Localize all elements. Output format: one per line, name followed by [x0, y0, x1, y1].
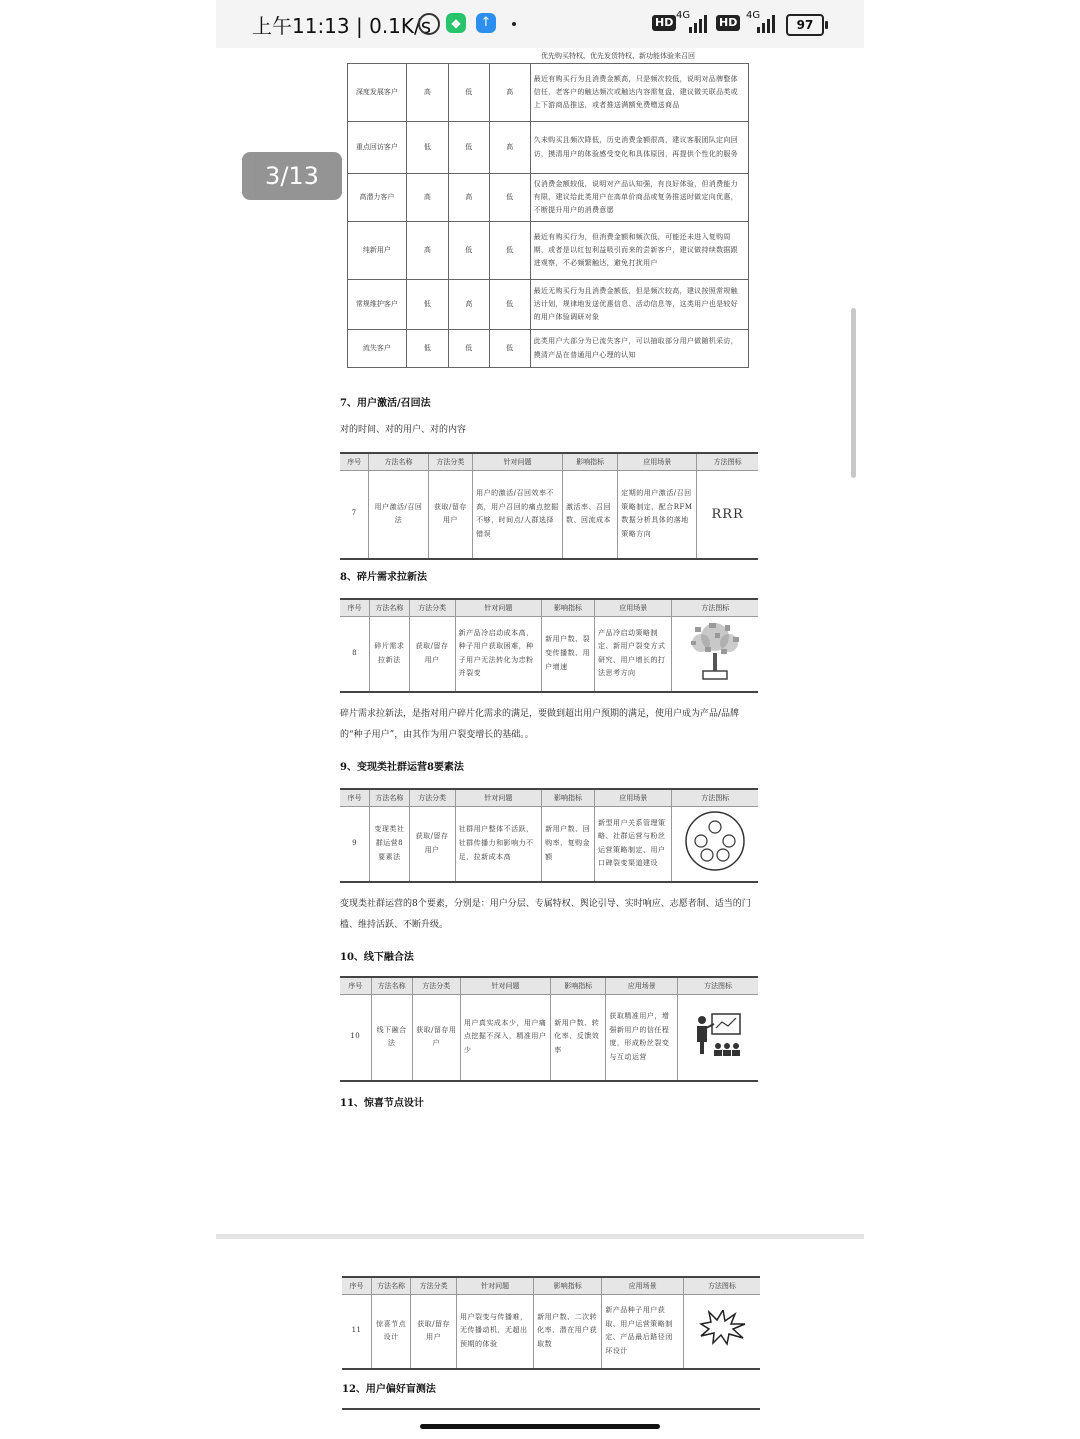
- hd-badge-icon: HD: [716, 15, 740, 31]
- segment-row: [348, 122, 749, 174]
- column-header: 针对问题: [460, 977, 550, 995]
- table-12-top-rule: [342, 1408, 760, 1410]
- column-header: 应用场景: [594, 789, 672, 807]
- status-bar: [216, 0, 864, 48]
- upload-app-icon: ↑: [476, 13, 496, 33]
- column-header: 方法名称: [372, 1277, 411, 1295]
- segment-cell-desc: 久未购买且频次降低，历史消费金额很高，建议客服团队定向回访，摸清用户的体验感受变化和具体原因，再提供个性化的服务: [530, 122, 748, 174]
- segment-cell-name: 深度发展客户: [348, 64, 407, 122]
- scrollbar-thumb[interactable]: [851, 308, 856, 478]
- tree-cloud-icon: [672, 617, 758, 692]
- network-type-label: 4G: [676, 10, 691, 21]
- segment-cell-desc: 仅消费金额较低，说明对产品认知强，有良好体验，但消费能力有限，建议给此类用户在高单价商品或复务推送时做定向优惠，不断提升用户的消费意愿: [530, 174, 748, 222]
- battery-icon: 97: [786, 14, 824, 36]
- row-metric: 新用户数、裂变传播数、用户增速: [542, 617, 595, 692]
- shield-app-icon: ◆: [446, 13, 466, 33]
- row-metric: 激活率、召回数、回流成本: [563, 471, 618, 559]
- segment-cell-m: 高: [489, 64, 530, 122]
- teacher-board-icon: [678, 995, 758, 1081]
- column-header: 方法名称: [369, 453, 429, 471]
- segment-cell-name: 常规维护客户: [348, 280, 407, 330]
- segment-cell-f: 低: [448, 330, 489, 368]
- rrr-icon: RRR: [697, 471, 758, 559]
- column-header: 方法图标: [672, 789, 758, 807]
- segment-cell-r: 低: [406, 122, 448, 174]
- column-header: 序号: [340, 789, 370, 807]
- section-7-heading: 7、用户激活/召回法: [340, 398, 431, 409]
- row-scene: 产品冷启动策略制定、新用户裂变方式研究、用户增长的打法思考方向: [594, 617, 672, 692]
- segment-cell-r: 低: [406, 330, 448, 368]
- row-problem: 用户真实成本少，用户痛点挖掘不深入，精准用户少: [460, 995, 550, 1081]
- row-no: 8: [340, 617, 370, 692]
- segment-cell-name: 纯新用户: [348, 222, 407, 280]
- row-problem: 用户的激活/召回效率不高，用户召回的痛点挖掘不够，时间点/人群选择错误: [473, 471, 563, 559]
- column-header: 针对问题: [455, 599, 542, 617]
- method-table-10: [340, 976, 758, 1082]
- segment-cell-desc: 此类用户大部分为已流失客户，可以抽取部分用户做随机采访，摸清产品在普通用户心理的认知: [530, 330, 748, 368]
- column-header: 影响指标: [563, 453, 618, 471]
- community-faces-icon: [672, 807, 758, 882]
- segment-cell-m: 低: [489, 222, 530, 280]
- signal-bars-icon: [688, 15, 708, 33]
- column-header: 针对问题: [473, 453, 563, 471]
- section-10-heading: 10、线下融合法: [340, 952, 414, 963]
- network-type-label: 4G: [746, 10, 761, 21]
- column-header: 应用场景: [594, 599, 672, 617]
- segment-cell-name: 重点回访客户: [348, 122, 407, 174]
- segment-row: [348, 330, 749, 368]
- row-scene: 定期的用户激活/召回策略制定，配合RFM数据分析具体的落地策略方向: [618, 471, 697, 559]
- segment-top-note: 优先购买特权、优先发货特权、新功能体验来召回: [541, 52, 695, 60]
- segment-cell-r: 高: [406, 222, 448, 280]
- section-8-heading: 8、碎片需求拉新法: [340, 572, 427, 583]
- column-header: 方法图标: [683, 1277, 760, 1295]
- segment-cell-m: 高: [489, 122, 530, 174]
- segment-cell-name: 流失客户: [348, 330, 407, 368]
- row-no: 11: [342, 1295, 372, 1369]
- row-category: 获取/留存用户: [409, 617, 455, 692]
- segment-cell-r: 高: [406, 174, 448, 222]
- column-header: 方法分类: [412, 977, 460, 995]
- signal-bars-icon: [756, 15, 776, 33]
- section-9-heading: 9、变现类社群运营8要素法: [340, 762, 464, 773]
- segment-cell-f: 高: [448, 174, 489, 222]
- hd-badge-icon: HD: [652, 15, 676, 31]
- row-problem: 新产品冷启动成本高，种子用户获取困难，种子用户无法转化为忠粉并裂变: [455, 617, 542, 692]
- segment-cell-f: 低: [448, 64, 489, 122]
- page-counter: 3/13: [242, 152, 342, 200]
- column-header: 序号: [342, 1277, 372, 1295]
- row-method-name: 变现类社群运营8要素法: [370, 807, 409, 882]
- segment-row: [348, 222, 749, 280]
- column-header: 应用场景: [602, 1277, 684, 1295]
- column-header: 影响指标: [542, 599, 595, 617]
- method-table-7: [340, 452, 758, 560]
- section-12-heading: 12、用户偏好盲测法: [342, 1384, 436, 1395]
- column-header: 方法名称: [370, 599, 409, 617]
- segment-cell-m: 低: [489, 330, 530, 368]
- segment-cell-m: 低: [489, 174, 530, 222]
- column-header: 应用场景: [618, 453, 697, 471]
- row-method-name: 惊喜节点设计: [372, 1295, 411, 1369]
- column-header: 针对问题: [457, 1277, 534, 1295]
- method-table-9: [340, 788, 758, 883]
- column-header: 方法名称: [371, 977, 412, 995]
- column-header: 应用场景: [606, 977, 678, 995]
- column-header: 影响指标: [534, 1277, 602, 1295]
- row-category: 获取/留存用户: [428, 471, 472, 559]
- row-category: 获取/留存用户: [412, 995, 460, 1081]
- notification-dot-icon: [512, 22, 516, 26]
- row-no: 10: [340, 995, 371, 1081]
- row-metric: 新用户数、二次转化率、潜在用户获取数: [534, 1295, 602, 1369]
- row-scene: 新型用户关系管理策略、社群运营与粉丝运营策略制定、用户口碑裂变渠道建设: [594, 807, 672, 882]
- segment-row: [348, 174, 749, 222]
- row-method-name: 碎片需求拉新法: [370, 617, 409, 692]
- segment-cell-desc: 最近有购买行为且消费金额高，只是频次较低，说明对品牌整体信任，老客户的触达频次或触达内容需复盘，建议微关联品类或上下游商品推送，或者推送满额免费赠送商品: [530, 64, 748, 122]
- column-header: 方法分类: [428, 453, 472, 471]
- column-header: 方法分类: [409, 789, 455, 807]
- row-problem: 用户裂变与传播难，无传播动机，无超出预期的体验: [457, 1295, 534, 1369]
- column-header: 方法分类: [409, 599, 455, 617]
- row-metric: 新用户数、回购率、复购金额: [542, 807, 595, 882]
- column-header: 方法名称: [370, 789, 409, 807]
- section-11-heading: 11、惊喜节点设计: [340, 1098, 424, 1109]
- segment-row: [348, 280, 749, 330]
- burst-icon: [683, 1295, 760, 1369]
- segment-cell-desc: 最近无购买行为且消费金额低，但是频次较高，建议按照常规触达计划，规律地发送优惠信息、活动信息等，这类用户也是较好的用户体验调研对象: [530, 280, 748, 330]
- segment-cell-f: 高: [448, 280, 489, 330]
- segment-cell-f: 低: [448, 222, 489, 280]
- segment-cell-r: 低: [406, 280, 448, 330]
- column-header: 序号: [340, 599, 370, 617]
- row-no: 9: [340, 807, 370, 882]
- column-header: 影响指标: [551, 977, 606, 995]
- segment-cell-desc: 最近有购买行为，但消费金额和频次低，可能还未进入复购周期，或者是以红包利益吸引而来的尝新客户，建议做持续数据跟进观察，不必频繁触达，避免打扰用户: [530, 222, 748, 280]
- alarm-icon: [418, 13, 440, 35]
- column-header: 方法图标: [672, 599, 758, 617]
- page-divider: [216, 1234, 864, 1239]
- column-header: 方法分类: [411, 1277, 457, 1295]
- row-no: 7: [340, 471, 369, 559]
- customer-segment-table: [347, 63, 749, 368]
- document-page[interactable]: [216, 48, 864, 1439]
- row-category: 获取/留存用户: [409, 807, 455, 882]
- section-7-subtitle: 对的时间、对的用户、对的内容: [340, 425, 467, 435]
- row-category: 获取/留存用户: [411, 1295, 457, 1369]
- status-time: 上午11:13 | 0.1K/s: [252, 14, 432, 38]
- segment-cell-r: 高: [406, 64, 448, 122]
- row-method-name: 用户激活/召回法: [369, 471, 429, 559]
- segment-cell-name: 高潜力客户: [348, 174, 407, 222]
- home-indicator[interactable]: [420, 1424, 660, 1429]
- section-9-note: 变现类社群运营的8个要素，分别是：用户分层、专属特权、舆论引导、实时响应、志愿者制、适当的门槛、维持活跃、不断升级。: [340, 899, 751, 930]
- column-header: 方法图标: [697, 453, 758, 471]
- segment-cell-f: 低: [448, 122, 489, 174]
- column-header: 针对问题: [455, 789, 542, 807]
- column-header: 序号: [340, 453, 369, 471]
- row-metric: 新用户数、转化率、反馈效率: [551, 995, 606, 1081]
- row-scene: 获取精准用户，增强新用户的信任程度，形成粉丝裂变与互动运营: [606, 995, 678, 1081]
- segment-cell-m: 低: [489, 280, 530, 330]
- column-header: 方法图标: [678, 977, 758, 995]
- section-8-note: 碎片需求拉新法，是指对用户碎片化需求的满足，要做到超出用户预期的满足，使用户成为产品/品牌的“种子用户”，由其作为用户裂变增长的基础。。: [340, 709, 740, 740]
- row-problem: 社群用户整体不活跃，社群传播力和影响力不足，拉新成本高: [455, 807, 542, 882]
- row-method-name: 线下融合法: [371, 995, 412, 1081]
- method-table-8: [340, 598, 758, 693]
- method-table-11: [342, 1276, 760, 1370]
- column-header: 影响指标: [542, 789, 595, 807]
- row-scene: 新产品种子用户获取、用户运营策略制定、产品最后路径闭环设计: [602, 1295, 684, 1369]
- column-header: 序号: [340, 977, 371, 995]
- segment-row: [348, 64, 749, 122]
